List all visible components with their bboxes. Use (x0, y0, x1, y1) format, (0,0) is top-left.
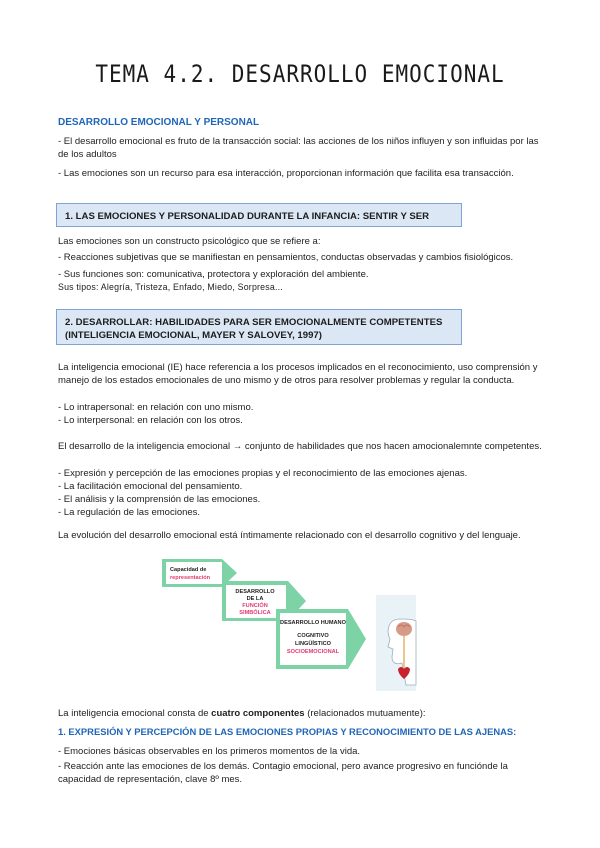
list-item: - Lo intrapersonal: en relación con uno mismo. (58, 402, 254, 413)
section-box-2-line1: 2. DESARROLLAR: HABILIDADES PARA SER EMOCIONALMENTE COMPETENTES (65, 317, 443, 328)
paragraph-components (58, 707, 550, 720)
paragraph: - Reacciones subjetivas que se manifiestan en pensamientos, conductas observadas y cambios fisiológicos. (58, 252, 514, 263)
arrow-2-line3: FUNCIÓN (242, 603, 268, 609)
paragraph: - Sus funciones son: comunicativa, protectora y exploración del ambiente. (58, 269, 369, 280)
arrow-3-line4: SOCIOEMOCIONAL (286, 649, 340, 655)
section-box-2 (56, 309, 462, 345)
paragraph: La evolución del desarrollo emocional está íntimamente relacionado con el desarrollo cognitivo y del lenguaje. (58, 530, 521, 541)
components-text-pre: La inteligencia emocional consta de (58, 708, 212, 719)
list-item: - Emociones básicas observables en los primeros momentos de la vida. (58, 746, 361, 757)
subheading-expresion: 1. EXPRESIÓN Y PERCEPCIÓN DE LAS EMOCIONES PROPIAS Y RECONOCIMIENTO DE LAS AJENAS: (58, 726, 517, 737)
list-item: - Lo interpersonal: en relación con los otros. (58, 415, 243, 426)
arrow-1-line1: Capacidad de (170, 567, 207, 573)
paragraph: - Las emociones son un recurso para esa interacción, proporcionan información que facilita esa transacción. (58, 168, 514, 179)
paragraph: Las emociones son un constructo psicológico que se refiere a: (58, 236, 321, 247)
arrow-2-line1: DESARROLLO (235, 589, 275, 595)
arrow-2-line4: SIMBÓLICA (239, 610, 271, 616)
arrow-3-line3: LINGÜÍSTICO (294, 641, 332, 647)
components-text-post: (relacionados mutuamente): (304, 708, 426, 719)
development-diagram (160, 557, 420, 697)
arrow-3-line1: DESARROLLO HUMANO (280, 620, 346, 626)
list-item: - Reacción ante las emociones de los demás. Contagio emocional, pero avance progresivo en funciónde la capacidad de representación, clave 8º mes. (58, 761, 508, 785)
list-item: - El análisis y la comprensión de las emociones. (58, 494, 261, 505)
components-text-bold: cuatro componentes (211, 708, 305, 719)
paragraph: - El desarrollo emocional es fruto de la transacción social: las acciones de los niños influyen y son influidas por las de los adultos (58, 136, 539, 160)
arrow-3-line2: COGNITIVO (297, 633, 329, 639)
paragraph: La inteligencia emocional (IE) hace referencia a los procesos implicados en el reconocimiento, uso comprensión y manejo de los estados emocionales de uno mismo y de otros para resolver problemas y regular la conducta. (58, 362, 538, 386)
paragraph-tipos: Sus tipos: Alegría, Tristeza, Enfado, Miedo, Sorpresa... (58, 282, 283, 292)
section-heading-desarrollo-emocional: DESARROLLO EMOCIONAL Y PERSONAL (58, 117, 260, 128)
list-item: - La facilitación emocional del pensamiento. (58, 481, 243, 492)
arrow-1-line2: representación (170, 575, 211, 581)
section-box-2-line2: (INTELIGENCIA EMOCIONAL, MAYER Y SALOVEY, 1997) (65, 330, 322, 341)
section-box-1: 1. LAS EMOCIONES Y PERSONALIDAD DURANTE LA INFANCIA: SENTIR Y SER (56, 203, 462, 227)
arrow-2-line2: DE LA (246, 596, 264, 602)
list-item: - La regulación de las emociones. (58, 507, 201, 518)
page-title: TEMA 4.2. DESARROLLO EMOCIONAL (95, 60, 505, 88)
paragraph: El desarrollo de la inteligencia emocional → conjunto de habilidades que nos hacen amocionalemnte competentes. (58, 441, 542, 452)
list-item: - Expresión y percepción de las emociones propias y el reconocimiento de las emociones ajenas. (58, 468, 468, 479)
human-head-illustration (376, 595, 416, 691)
